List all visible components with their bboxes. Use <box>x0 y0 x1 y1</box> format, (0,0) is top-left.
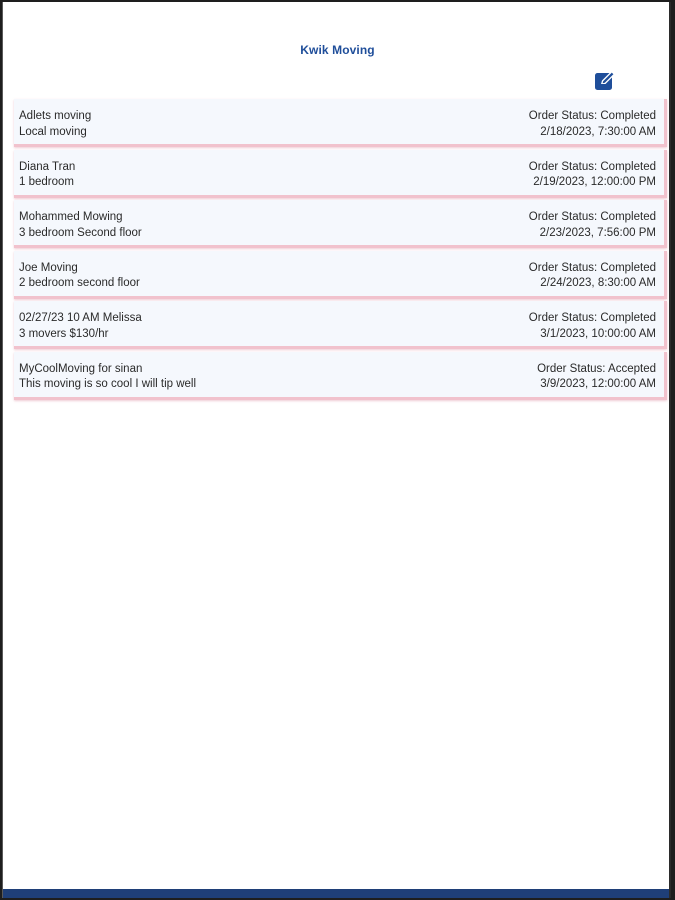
order-date: 2/19/2023, 12:00:00 PM <box>533 176 656 188</box>
order-name: Mohammed Mowing <box>19 211 123 223</box>
order-date: 2/24/2023, 8:30:00 AM <box>540 277 656 289</box>
order-status: Order Status: Completed <box>528 160 656 173</box>
order-date: 3/1/2023, 10:00:00 AM <box>540 327 656 340</box>
order-row[interactable] <box>14 99 667 147</box>
order-date: 2/23/2023, 7:56:00 PM <box>539 226 656 239</box>
bottom-bar <box>3 889 671 898</box>
order-description: 1 bedroom <box>19 176 74 188</box>
order-row[interactable] <box>14 150 667 198</box>
order-name: 02/27/23 10 AM Melissa <box>19 312 142 324</box>
order-date: 3/9/2023, 12:00:00 AM <box>540 378 656 390</box>
order-row[interactable] <box>14 352 667 400</box>
order-status: Order Status: Completed <box>528 110 656 122</box>
order-status: Order Status: Accepted <box>537 362 656 375</box>
order-row[interactable] <box>14 200 667 248</box>
page-title: Kwik Moving <box>300 43 375 57</box>
order-list <box>14 99 667 402</box>
order-description: 3 bedroom Second floor <box>19 226 142 239</box>
new-order-button[interactable] <box>594 69 618 93</box>
order-name: MyCoolMoving for sinan <box>19 362 143 375</box>
order-status: Order Status: Completed <box>528 211 656 223</box>
order-row[interactable] <box>14 251 667 299</box>
order-row[interactable] <box>14 301 667 349</box>
order-name: Joe Moving <box>19 261 78 274</box>
app-window <box>2 2 671 898</box>
order-name: Adlets moving <box>19 110 92 122</box>
edit-icon <box>594 69 618 93</box>
order-status: Order Status: Completed <box>528 312 656 324</box>
order-description: Local moving <box>19 125 87 138</box>
order-name: Diana Tran <box>19 160 76 173</box>
order-description: This moving is so cool I will tip well <box>19 378 197 390</box>
order-status: Order Status: Completed <box>528 261 656 274</box>
order-description: 3 movers $130/hr <box>19 327 109 340</box>
order-date: 2/18/2023, 7:30:00 AM <box>540 125 656 138</box>
order-description: 2 bedroom second floor <box>19 277 140 289</box>
